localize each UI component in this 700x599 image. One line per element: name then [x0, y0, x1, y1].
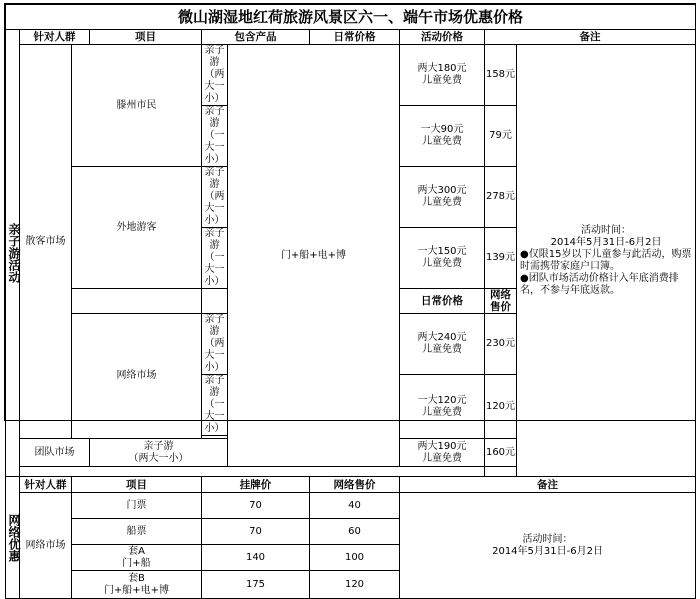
- activity-price: 120元: [485, 375, 517, 439]
- market-scattered: 散客市场: [20, 45, 72, 439]
- item-cell: 船票: [72, 519, 202, 545]
- list-price: 70: [202, 493, 310, 519]
- daily-cell: 两大240元 儿童免费: [400, 314, 485, 375]
- daily-cell: 两大300元 儿童免费: [400, 167, 485, 228]
- family-side-text: 亲子游活动: [7, 223, 21, 283]
- online-side-text: 网络优惠: [7, 513, 21, 562]
- page-title: 微山湖湿地红荷旅游风景区六一、端午市场优惠价格: [6, 5, 696, 30]
- item-cell: 亲子游 （两大一小）: [90, 439, 228, 467]
- item-cell: 亲子游 （两大一小）: [202, 314, 228, 375]
- spacer: [485, 467, 696, 477]
- daily-cell: 两大180元 儿童免费: [400, 45, 485, 106]
- activity-price: 278元: [485, 167, 517, 228]
- online-note: 活动时间： 2014年5月31日-6月2日: [400, 493, 696, 599]
- package-cell: 门+船+电+博: [228, 45, 400, 467]
- online-price: 100: [310, 545, 400, 571]
- activity-price: 160元: [485, 439, 517, 467]
- daily-cell: 一大120元 儿童免费: [400, 375, 485, 439]
- blank-cell: [72, 289, 202, 314]
- online-header-item: 项目: [72, 477, 202, 493]
- list-price: 175: [202, 571, 310, 599]
- online-side-label: [6, 477, 20, 599]
- team-market: 团队市场: [20, 439, 90, 467]
- online-header-note: 备注: [400, 477, 696, 493]
- activity-price: 139元: [485, 228, 517, 289]
- price-sheet: [4, 3, 696, 596]
- spacer: [20, 467, 485, 477]
- market-online: 网络市场: [20, 493, 72, 599]
- blank-cell: [202, 289, 228, 314]
- family-note: 活动时间： 2014年5月31日-6月2日 ●仅限15岁以下儿童参与此活动，购票时需携带家庭户口簿。 ●团队市场活动价格计入年底消费排名，不参与年底返款。: [517, 45, 696, 477]
- activity-price: 158元: [485, 45, 517, 106]
- family-header-note: 备注: [485, 30, 696, 45]
- online-price: 60: [310, 519, 400, 545]
- item-cell: 套B 门+船+电+博: [72, 571, 202, 599]
- online-header-online-price: 网络售价: [310, 477, 400, 493]
- online-header-target: 针对人群: [20, 477, 72, 493]
- family-header-activity: 活动价格: [400, 30, 485, 45]
- item-cell: 亲子游 （一大一小）: [202, 106, 228, 167]
- activity-price: 79元: [485, 106, 517, 167]
- item-cell: 亲子游 （两大一小）: [202, 167, 228, 228]
- online-header-price: 网络售价: [485, 289, 517, 314]
- daily-cell: 两大190元 儿童免费: [400, 439, 485, 467]
- group-outside: 外地游客: [72, 167, 202, 289]
- item-cell: 套A 门+船: [72, 545, 202, 571]
- price-table: [5, 4, 696, 599]
- group-online: 网络市场: [72, 314, 202, 439]
- daily-cell: 一大90元 儿童免费: [400, 106, 485, 167]
- family-header-daily: 日常价格: [310, 30, 400, 45]
- online-price: 120: [310, 571, 400, 599]
- list-price: 70: [202, 519, 310, 545]
- item-cell: 亲子游 （两大一小）: [202, 45, 228, 106]
- online-header-daily: 日常价格: [400, 289, 485, 314]
- activity-price: 230元: [485, 314, 517, 375]
- family-header-target: 针对人群: [20, 30, 90, 45]
- online-price: 40: [310, 493, 400, 519]
- family-side-label: [6, 30, 20, 477]
- item-cell: 亲子游 （一大一小）: [202, 375, 228, 436]
- item-cell: 亲子游 （一大一小）: [202, 228, 228, 289]
- item-cell: 门票: [72, 493, 202, 519]
- online-header-list-price: 挂牌价: [202, 477, 310, 493]
- family-header-package: 包含产品: [202, 30, 310, 45]
- daily-cell: 一大150元 儿童免费: [400, 228, 485, 289]
- list-price: 140: [202, 545, 310, 571]
- group-tengzhou: 滕州市民: [72, 45, 202, 167]
- family-header-item: 项目: [90, 30, 202, 45]
